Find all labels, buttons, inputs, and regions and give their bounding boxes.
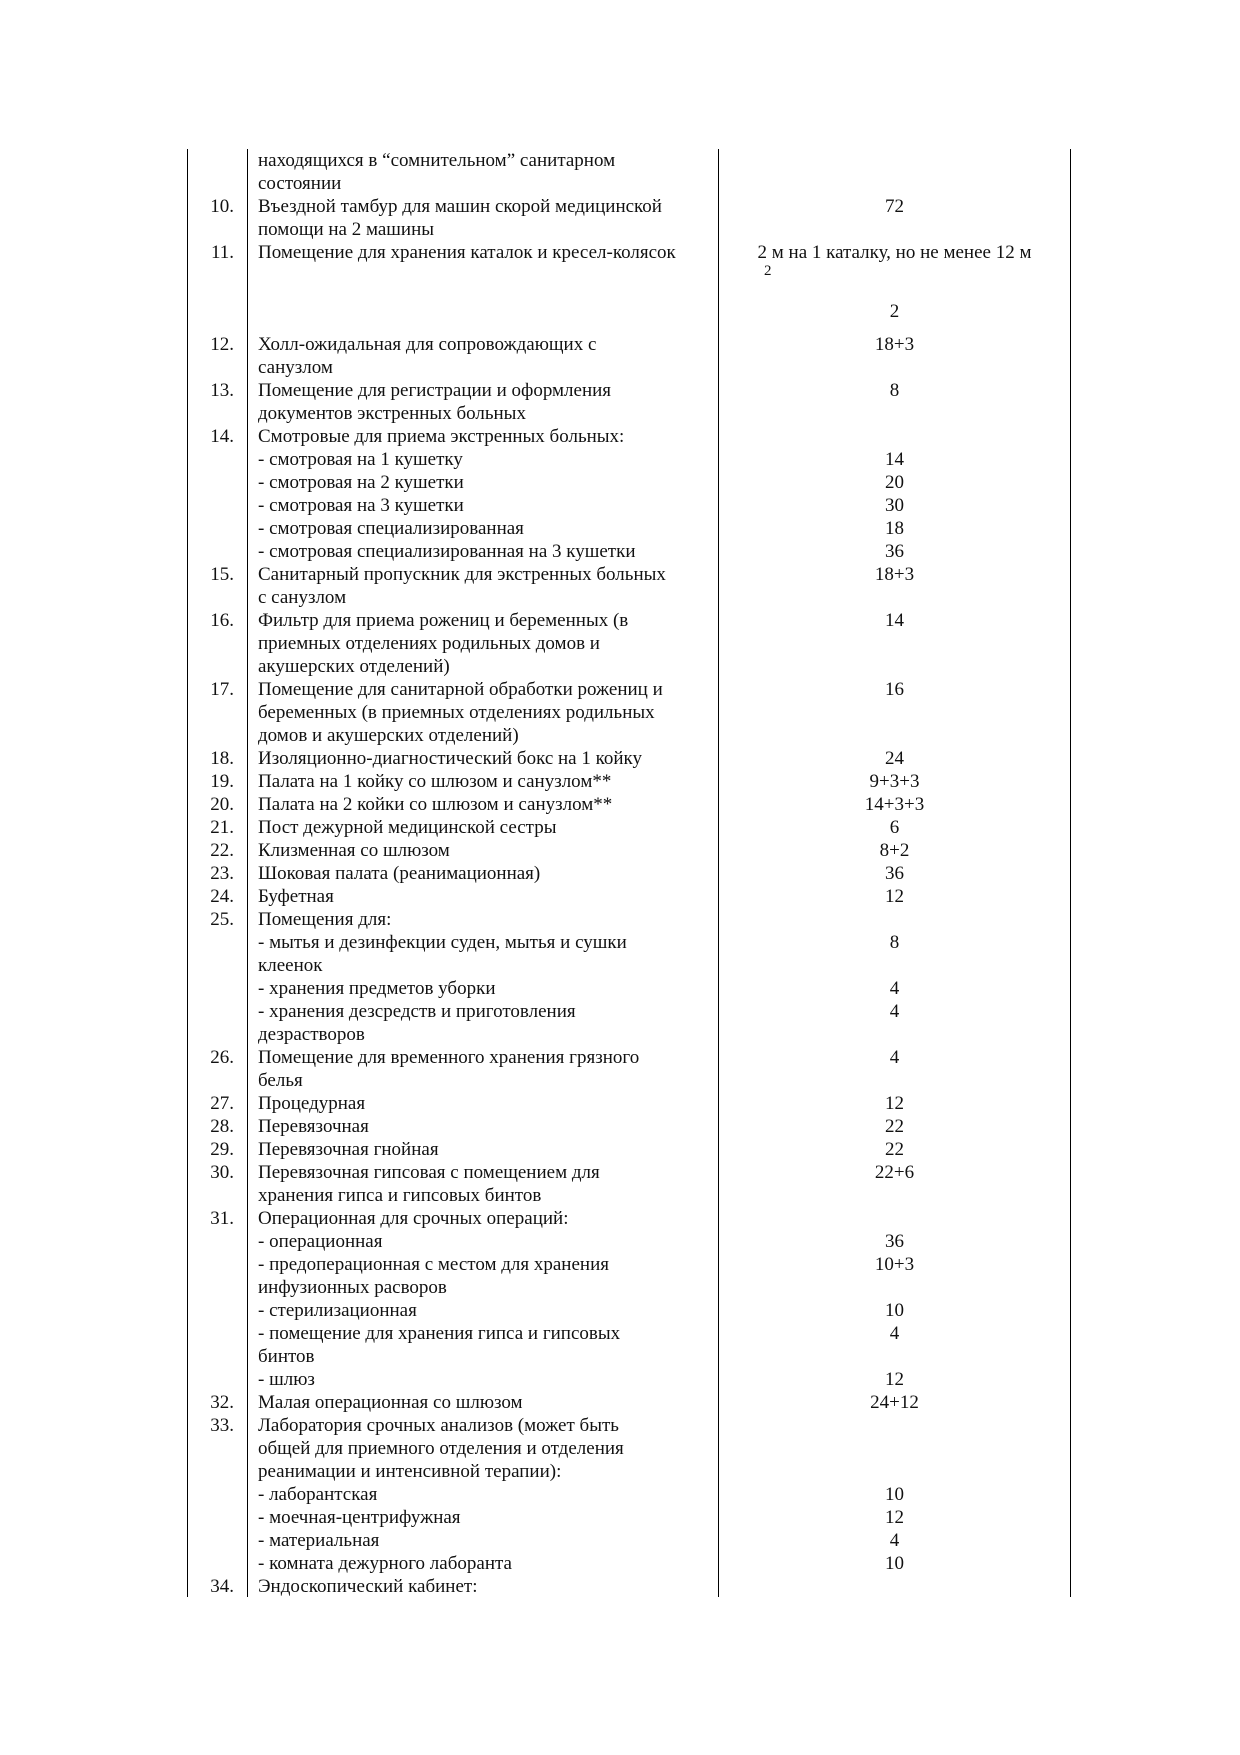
table-row [188,609,1070,678]
row-number: 22. [210,840,234,861]
table-row [188,770,1070,793]
area-value-line: 4 [889,1530,900,1551]
row-number [188,977,248,1000]
row-number [188,1552,248,1575]
row-number: 30. [210,1162,234,1183]
row-number [188,471,248,494]
area-value-line: 10 [885,1553,904,1574]
room-name-line: - смотровая на 3 кушетки [258,495,464,516]
table-row [188,908,1070,931]
room-name-line: белья [258,1070,303,1091]
area-value-line [719,1575,1070,1598]
room-name-line: Буфетная [258,886,334,907]
room-name-line: акушерских отделений) [258,656,450,677]
area-value [719,816,1070,839]
row-number: 26. [210,1047,234,1068]
table-row [188,1138,1070,1161]
table-row [188,862,1070,885]
room-name [248,609,719,678]
table-row [188,494,1070,517]
room-name-line: Фильтр для приема рожениц и беременных (в [258,610,629,631]
document-table [187,149,1071,1597]
area-value [719,540,1070,563]
room-name [248,747,719,770]
table-row [188,839,1070,862]
room-name [248,195,719,241]
area-value [719,1115,1070,1138]
room-name-line: - смотровая на 2 кушетки [258,472,464,493]
table-row [188,1368,1070,1391]
row-number: 25. [210,909,234,930]
table-row [188,1207,1070,1230]
table-row [188,1299,1070,1322]
room-name-line: Помещение для временного хранения грязного [258,1047,640,1068]
area-value-line: 4 [889,978,900,999]
table-row [188,1161,1070,1207]
table-row [188,471,1070,494]
area-value-line: 8 [889,380,900,401]
table-row [188,1575,1070,1598]
area-value [719,517,1070,540]
area-value-line: 12 [885,1093,904,1114]
room-name-line: - хранения предметов уборки [258,978,496,999]
area-value-line: 9+3+3 [869,771,920,792]
table-row [188,1414,1070,1483]
room-name [248,1529,719,1552]
row-number: 14. [210,426,234,447]
row-number [188,494,248,517]
row-number [188,517,248,540]
room-name [248,471,719,494]
room-name-line: Операционная для срочных операций: [258,1208,569,1229]
area-value-line: 10+3 [874,1254,915,1275]
area-value-line: 36 [885,541,904,562]
table-row [188,1529,1070,1552]
area-value [719,448,1070,471]
room-name [248,770,719,793]
room-name-line: Малая операционная со шлюзом [258,1392,523,1413]
area-value [719,425,1070,448]
room-name [248,1161,719,1207]
room-name [248,1253,719,1299]
row-number [188,1368,248,1391]
room-name [248,333,719,379]
area-superscript: 2 [764,263,772,279]
room-name-line: Помещение для санитарной обработки рожениц и [258,679,663,700]
area-value-line: 4 [889,1323,900,1344]
area-value [719,908,1070,931]
row-number [188,1000,248,1046]
row-number: 31. [210,1208,234,1229]
area-value [719,609,1070,678]
row-number: 17. [210,679,234,700]
table-row [188,793,1070,816]
area-value [719,1092,1070,1115]
room-name-line: - смотровая на 1 кушетку [258,449,463,470]
table-row [188,885,1070,908]
table-row [188,1253,1070,1299]
row-number: 13. [210,380,234,401]
area-value [719,1322,1070,1368]
room-name [248,1391,719,1414]
row-number: 18. [210,748,234,769]
area-value [719,770,1070,793]
area-value [719,149,1070,195]
room-name [248,1138,719,1161]
row-number: 11. [210,242,234,263]
area-value-line: 4 [889,1001,900,1022]
table-row [188,816,1070,839]
room-name [248,816,719,839]
table-row [188,241,1070,333]
area-value [719,1368,1070,1391]
room-name [248,1414,719,1483]
area-value [719,1230,1070,1253]
room-name [248,448,719,471]
area-value-line: 22 [885,1116,904,1137]
row-number: 20. [210,794,234,815]
room-name [248,540,719,563]
room-name [248,1552,719,1575]
area-value [719,1552,1070,1575]
table-row [188,678,1070,747]
area-value [719,862,1070,885]
row-number: 23. [210,863,234,884]
row-number [188,1299,248,1322]
room-name [248,1092,719,1115]
room-name [248,1230,719,1253]
area-value-line: 12 [885,886,904,907]
area-value [719,977,1070,1000]
table-row [188,977,1070,1000]
area-value-line [719,1414,1070,1437]
room-name-line: Изоляционно-диагностический бокс на 1 койку [258,748,643,769]
area-value [719,793,1070,816]
room-name-line: с санузлом [258,587,347,608]
room-name-line: Смотровые для приема экстренных больных: [258,426,625,447]
room-name-line: Въездной тамбур для машин скорой медицинской [258,196,662,217]
row-number: 28. [210,1116,234,1137]
table-body [188,149,1070,1598]
room-name-line: Палата на 2 койки со шлюзом и санузлом** [258,794,613,815]
area-value [719,1253,1070,1299]
row-number: 19. [210,771,234,792]
area-value-line: 14+3+3 [864,794,925,815]
room-name [248,563,719,609]
table-row [188,517,1070,540]
room-name [248,1483,719,1506]
area-value-line: 18+3 [874,564,915,585]
row-number: 15. [210,564,234,585]
row-number: 27. [210,1093,234,1114]
room-name [248,839,719,862]
room-name-line: - мытья и дезинфекции суден, мытья и сушки [258,932,627,953]
area-value [719,1414,1070,1483]
room-name-line: домов и акушерских отделений) [258,725,519,746]
room-name [248,379,719,425]
row-number [188,1529,248,1552]
area-value [719,1000,1070,1046]
area-value-line: 10 [885,1484,904,1505]
table-row [188,1230,1070,1253]
table-row [188,931,1070,977]
room-name-line: приемных отделениях родильных домов и [258,633,600,654]
room-name [248,1000,719,1046]
area-value-line: 30 [885,495,904,516]
room-name [248,494,719,517]
area-value [719,747,1070,770]
row-number: 34. [210,1576,234,1597]
row-number: 24. [210,886,234,907]
row-number: 10. [210,196,234,217]
room-name-line: - операционная [258,1231,383,1252]
room-name-line: помощи на 2 машины [258,219,435,240]
table-row [188,448,1070,471]
row-number [188,1506,248,1529]
room-name-line [258,264,713,287]
room-name [248,862,719,885]
area-value-line: 24+12 [870,1392,919,1413]
area-value [719,1207,1070,1230]
area-value-line: 16 [885,679,904,700]
area-value [719,1575,1070,1598]
row-number [188,1230,248,1253]
room-name-line: находящихся в “сомнительном” санитарном [258,150,616,171]
table-row [188,1000,1070,1046]
area-value-line: 18 [885,518,904,539]
row-number: 12. [210,334,234,355]
area-value [719,839,1070,862]
room-name [248,1368,719,1391]
table-row [188,540,1070,563]
row-number [188,149,248,195]
area-value-line: 6 [889,817,900,838]
table-row [188,1552,1070,1575]
room-name-line: Клизменная со шлюзом [258,840,450,861]
area-value [719,1506,1070,1529]
row-number: 21. [210,817,234,838]
area-value-line: 10 [885,1300,904,1321]
area-value [719,1299,1070,1322]
area-value [719,563,1070,609]
area-value [719,885,1070,908]
room-name-line: Пост дежурной медицинской сестры [258,817,557,838]
table-row [188,1115,1070,1138]
area-value-line: 20 [885,472,904,493]
row-number [188,1322,248,1368]
room-name-line: - смотровая специализированная [258,518,524,539]
room-name-line: Холл-ожидальная для сопровождающих с [258,334,597,355]
room-name-line: - предоперационная с местом для хранения [258,1254,609,1275]
row-number [188,1253,248,1299]
room-name-line: Помещение для регистрации и оформления [258,380,612,401]
area-value-line: 12 [885,1507,904,1528]
table-row [188,1322,1070,1368]
room-name [248,1115,719,1138]
room-name-line: - хранения дезсредств и приготовления [258,1001,576,1022]
room-name-line: Помещение для хранения каталок и кресел-колясок [258,242,676,263]
room-name [248,1575,719,1598]
area-value [719,494,1070,517]
room-name-line: - шлюз [258,1369,315,1390]
table-row [188,1092,1070,1115]
row-number [188,540,248,563]
room-name-line: санузлом [258,357,333,378]
area-value-line: 8 [889,932,900,953]
area-value [719,379,1070,425]
area-value [719,1138,1070,1161]
area-value-line: 8+2 [879,840,910,861]
room-name-line [258,287,713,310]
room-name [248,885,719,908]
room-name [248,1299,719,1322]
room-name-line: - помещение для хранения гипса и гипсовых [258,1323,621,1344]
row-number [188,448,248,471]
area-value [719,471,1070,494]
table-row [188,747,1070,770]
row-number: 32. [210,1392,234,1413]
row-number [188,1483,248,1506]
room-name [248,793,719,816]
table-row [188,425,1070,448]
area-value-line: 18+3 [874,334,915,355]
table-row [188,195,1070,241]
room-name-line: дезрастворов [258,1024,365,1045]
table-row [188,563,1070,609]
table-row [188,149,1070,195]
area-value [719,1483,1070,1506]
area-main-text: 2 м на 1 каталку, но не менее 12 м [757,242,1032,263]
area-value-line: 24 [885,748,904,769]
row-number: 16. [210,610,234,631]
room-name-line: Санитарный пропускник для экстренных больных [258,564,666,585]
area-superscript: 2 [889,301,900,322]
area-value-line: 14 [885,610,904,631]
room-name-line: Процедурная [258,1093,366,1114]
room-name-line: бинтов [258,1346,315,1367]
area-value [719,678,1070,747]
room-name-line: беременных (в приемных отделениях родильных [258,702,655,723]
room-name [248,149,719,195]
room-name-line: реанимации и интенсивной терапии): [258,1461,562,1482]
room-name-line: - комната дежурного лаборанта [258,1553,512,1574]
room-name-line: Лаборатория срочных анализов (может быть [258,1415,619,1436]
room-name [248,977,719,1000]
room-name-line: инфузионных расворов [258,1277,447,1298]
room-name-line: Эндоскопический кабинет: [258,1576,478,1597]
room-name-line: Палата на 1 койку со шлюзом и санузлом** [258,771,612,792]
area-value-line: 22 [885,1139,904,1160]
room-name [248,1046,719,1092]
area-value [719,1391,1070,1414]
area-value [719,241,1070,333]
area-value-line: 22+6 [874,1162,915,1183]
room-name [248,1506,719,1529]
row-number [188,931,248,977]
area-value-line: 12 [885,1369,904,1390]
table-row [188,1506,1070,1529]
area-value-line: 36 [885,1231,904,1252]
area-value [719,1046,1070,1092]
area-value [719,1161,1070,1207]
area-value-line [719,425,1070,448]
area-value-line: 4 [889,1047,900,1068]
room-name-line [258,310,713,333]
area-value-line: 72 [885,196,904,217]
area-value-line: 14 [885,449,904,470]
area-value [719,1529,1070,1552]
room-name [248,931,719,977]
area-value-line: 36 [885,863,904,884]
table-row [188,1391,1070,1414]
room-name [248,1322,719,1368]
row-number: 33. [210,1415,234,1436]
room-name-line: Перевязочная гнойная [258,1139,439,1160]
table-row [188,1483,1070,1506]
table-row [188,379,1070,425]
room-name-line: - стерилизационная [258,1300,417,1321]
area-value [719,333,1070,379]
room-name-line: - смотровая специализированная на 3 кушетки [258,541,636,562]
row-number: 29. [210,1139,234,1160]
room-name-line: - моечная-центрифужная [258,1507,461,1528]
table-row [188,1046,1070,1092]
area-value-line [719,1207,1070,1230]
room-name-line: Перевязочная гипсовая с помещением для [258,1162,600,1183]
area-value [719,931,1070,977]
room-name-line: документов экстренных больных [258,403,526,424]
room-name [248,908,719,931]
room-name-line: состоянии [258,173,342,194]
room-name [248,678,719,747]
area-value [719,195,1070,241]
room-name [248,241,719,333]
room-name [248,425,719,448]
room-name-line: Помещения для: [258,909,392,930]
room-name-line: хранения гипса и гипсовых бинтов [258,1185,542,1206]
room-name-line: - материальная [258,1530,380,1551]
room-name-line: Шоковая палата (реанимационная) [258,863,541,884]
room-name-line: Перевязочная [258,1116,369,1137]
room-name-line: клеенок [258,955,323,976]
area-value-line [719,908,1070,931]
room-name-line: - лаборантская [258,1484,378,1505]
room-name [248,517,719,540]
room-name [248,1207,719,1230]
room-name-line: общей для приемного отделения и отделения [258,1438,624,1459]
table-row [188,333,1070,379]
